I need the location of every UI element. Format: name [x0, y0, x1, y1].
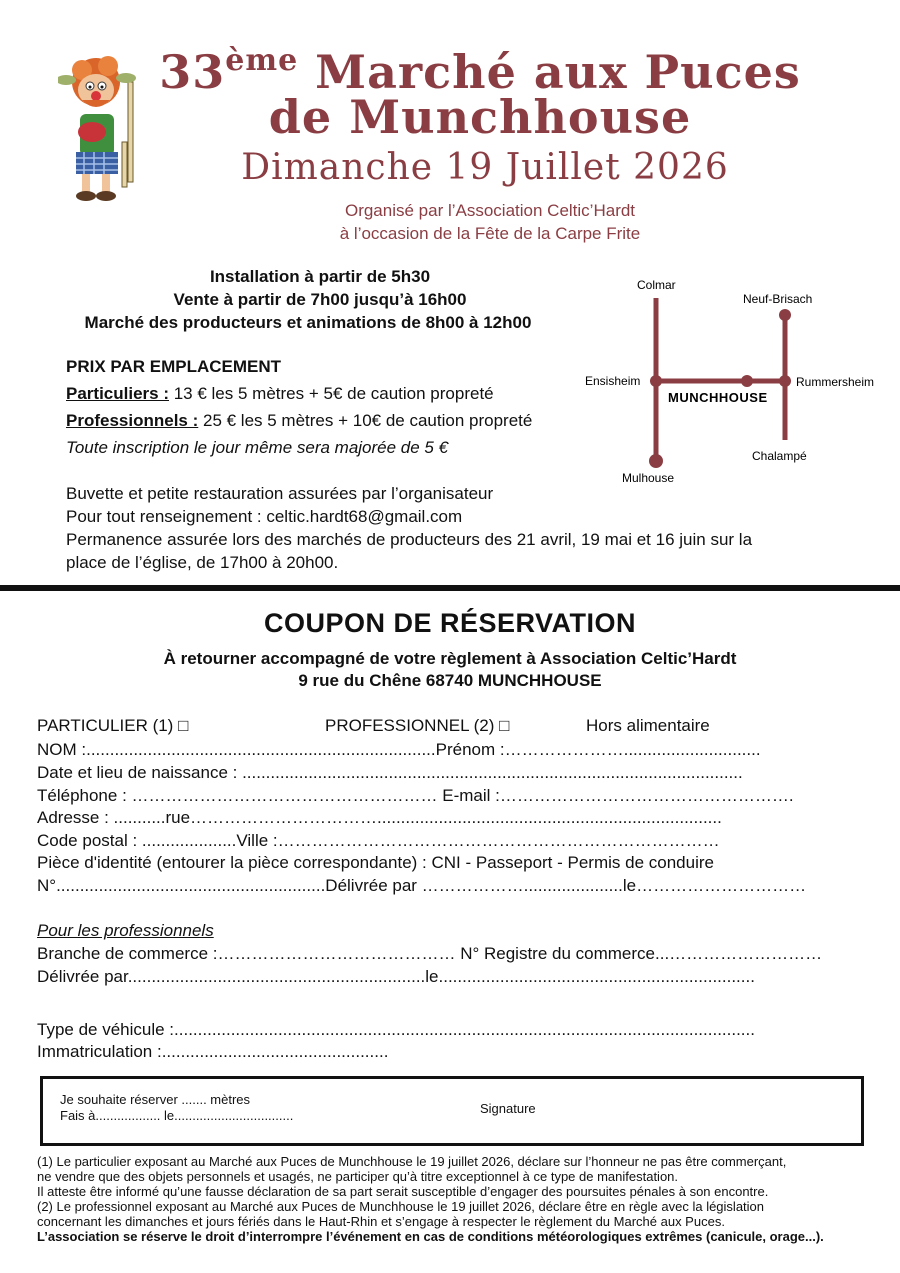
title-number: 33: [159, 45, 226, 99]
organizer-line: Organisé par l’Association Celtic’Hardt: [344, 201, 636, 220]
occasion-line: à l’occasion de la Fête de la Carpe Frite: [339, 224, 641, 243]
map-roads: [656, 298, 785, 460]
installation-time: Installation à partir de 5h30: [209, 267, 431, 286]
field-type-vehicule[interactable]: Type de véhicule :...........................................................................................................................: [37, 1020, 755, 1039]
mulhouse-dot: [649, 454, 663, 468]
price-private: [66, 384, 494, 404]
price-pro-label: Professionnels :: [66, 411, 199, 430]
ensisheim-dot: [650, 375, 662, 387]
rummersheim-dot: [779, 375, 791, 387]
field-date-lieu-naissance[interactable]: Date et lieu de naissance : ..........................................................................................................: [37, 763, 743, 782]
footnote-2b: concernant les dimanches et jours fériés dans le Haut-Rhin et s’engage à respecter le règlement du Marché aux Puces.: [37, 1214, 725, 1229]
title-ordinal: ème: [225, 43, 299, 78]
refreshments-info: Buvette et petite restauration assurées par l’organisateur: [66, 484, 494, 503]
signature-field[interactable]: Signature: [480, 1101, 536, 1116]
map-label-neuf-brisach: Neuf-Brisach: [743, 292, 813, 306]
munchhouse-dot: [741, 375, 753, 387]
coupon-title: COUPON DE RÉSERVATION: [263, 608, 637, 638]
map-label-ensisheim: Ensisheim: [585, 374, 641, 388]
office-hours-line2: place de l’église, de 17h00 à 20h00.: [66, 553, 339, 572]
contact-info: Pour tout renseignement : celtic.hardt68@gmail.com: [66, 507, 463, 526]
field-telephone-email[interactable]: Téléphone : ……………………………………………… E-mail :…………………………………………….: [37, 786, 794, 805]
field-numero-delivree[interactable]: N°.........................................................Délivrée par ……………….....................le…………………………: [37, 876, 807, 895]
event-date: Dimanche 19 Juillet 2026: [241, 147, 729, 188]
field-code-postal-ville[interactable]: Code postal : ....................Ville :……………………………………………………………………: [37, 831, 720, 850]
field-adresse[interactable]: Adresse : ...........rue…………………………….........................................................................: [37, 808, 722, 827]
footnote-2: (2) Le professionnel exposant au Marché aux Puces de Munchhouse le 19 juillet 2026, déclare être en règle avec la législation: [37, 1199, 765, 1214]
map-label-rummersheim: Rummersheim: [796, 375, 875, 389]
office-hours-line1: Permanence assurée lors des marchés de producteurs des 21 avril, 19 mai et 16 juin sur la: [66, 530, 753, 549]
price-professional: [66, 411, 532, 431]
section-divider: [0, 585, 900, 591]
field-delivree-par[interactable]: Délivrée par...............................................................le...................................................................: [37, 967, 755, 986]
title-text: Marché aux Puces: [315, 45, 801, 99]
field-nom-prenom[interactable]: NOM :..........................................................................Prénom :………………….............................: [37, 740, 761, 759]
price-pro-text: 25 € les 5 mètres + 10€ de caution propreté: [198, 411, 533, 430]
late-registration-note: Toute inscription le jour même sera majorée de 5 €: [66, 438, 449, 457]
map-label-chalampe: Chalampé: [752, 449, 807, 463]
field-fait-a-le[interactable]: Fais à.................. le.................................: [60, 1108, 294, 1123]
field-branche-registre[interactable]: Branche de commerce :…………………………………… N° Registre du commerce...………………………: [37, 944, 823, 963]
weather-disclaimer: L’association se réserve le droit d’interrompre l’événement en cas de conditions météorologiques extrêmes (canicule, orage...).: [37, 1229, 824, 1244]
hors-alimentaire-label: Hors alimentaire: [586, 716, 710, 735]
map-label-munchhouse: MUNCHHOUSE: [668, 390, 768, 405]
map-label-colmar: Colmar: [637, 278, 676, 292]
field-metres-reserve[interactable]: Je souhaite réserver ....... mètres: [60, 1092, 251, 1107]
mascot-bagpiper-illustration: [58, 52, 148, 204]
event-title-line2: de Munchhouse: [268, 90, 692, 144]
sale-time: Vente à partir de 7h00 jusqu’à 16h00: [173, 290, 467, 309]
producers-market-time: Marché des producteurs et animations de 8h00 à 12h00: [84, 313, 532, 332]
footnote-1: (1) Le particulier exposant au Marché aux Puces de Munchhouse le 19 juillet 2026, déclare sur l’honneur ne pas être commerçant,: [37, 1154, 787, 1169]
footnote-1b: ne vendre que des objets personnels et usagés, ne participer qu’à titre exceptionnel à ce type de manifestation.: [37, 1169, 679, 1184]
neuf-brisach-dot: [779, 309, 791, 321]
coupon-return-instructions: À retourner accompagné de votre règlement à Association Celtic’Hardt: [163, 649, 737, 668]
coupon-address: 9 rue du Chêne 68740 MUNCHHOUSE: [298, 671, 602, 690]
checkbox-professionnel[interactable]: PROFESSIONNEL (2) □: [325, 716, 510, 735]
footnote-1c: Il atteste être informé qu’une fausse déclaration de sa part serait susceptible d’engager des poursuites pénales à son encontre.: [37, 1184, 769, 1199]
field-piece-identite[interactable]: Pièce d'identité (entourer la pièce correspondante) : CNI - Passeport - Permis de conduire: [37, 853, 714, 872]
price-private-label: Particuliers :: [66, 384, 169, 403]
map-label-mulhouse: Mulhouse: [622, 471, 675, 485]
location-map: [580, 270, 890, 490]
price-private-text: 13 € les 5 mètres + 5€ de caution propreté: [169, 384, 494, 403]
prices-heading: PRIX PAR EMPLACEMENT: [66, 357, 282, 376]
field-immatriculation[interactable]: Immatriculation :................................................: [37, 1042, 389, 1061]
professionals-heading: Pour les professionnels: [37, 921, 214, 940]
checkbox-particulier[interactable]: PARTICULIER (1) □: [37, 716, 189, 735]
